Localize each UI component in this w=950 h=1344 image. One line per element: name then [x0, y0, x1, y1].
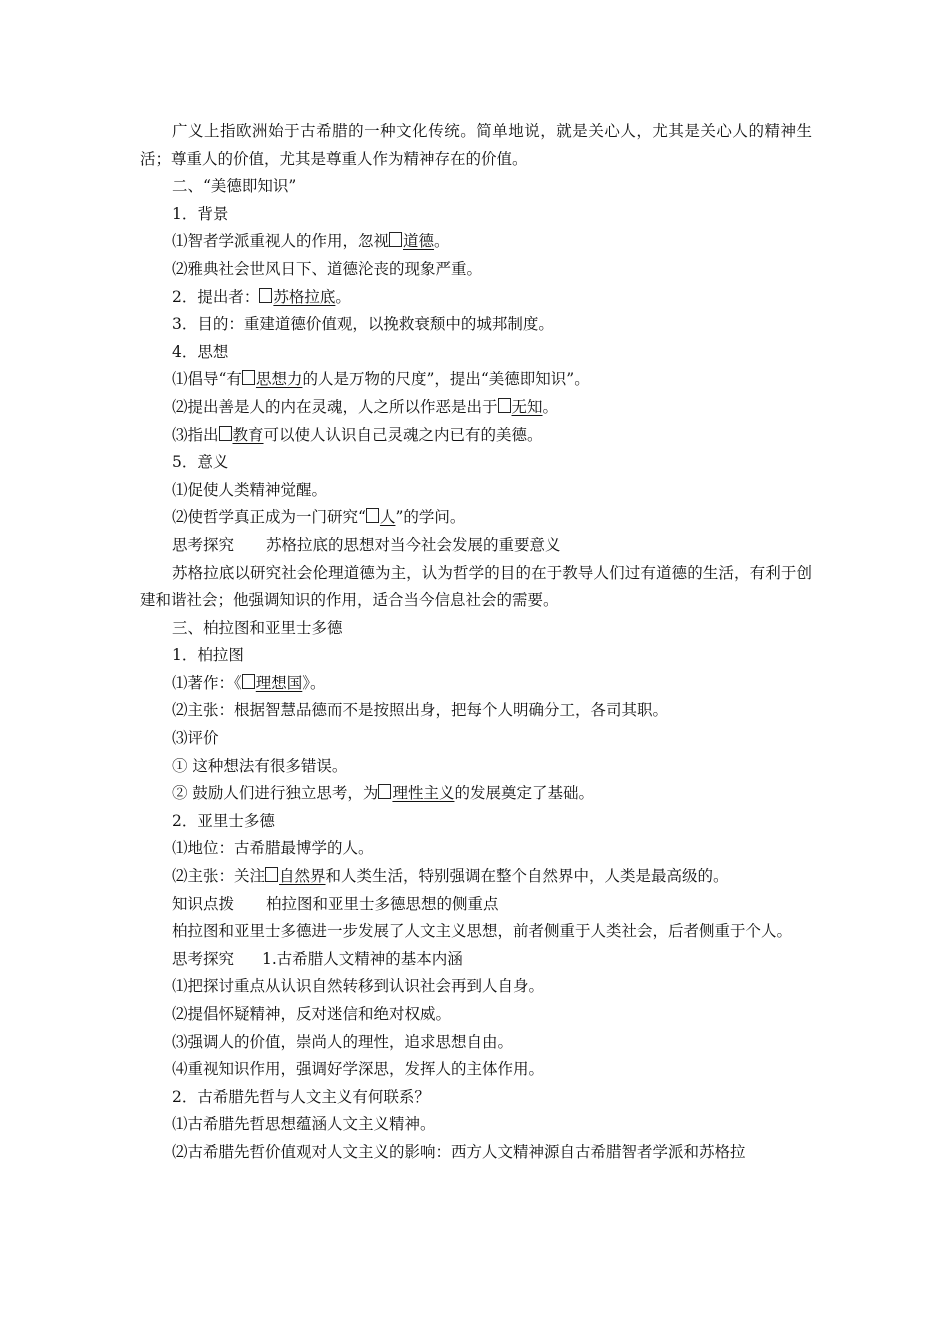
fill-blank-answer: 人: [366, 508, 396, 526]
think-explore-heading-2: 思考探究 1.古希腊人文精神的基本内涵: [172, 949, 463, 968]
thought-item-2: ⑵提出善是人的内在灵魂，人之所以作恶是出于 无知。: [172, 397, 559, 416]
blank-box-icon: [389, 232, 402, 247]
significance-item-2: ⑵使哲学真正成为一门研究“ 人”的学问。: [172, 508, 466, 527]
fill-blank-answer: 教育: [219, 426, 264, 444]
subheading-significance: 5．意义: [172, 453, 229, 472]
plato-evaluation-item-1: ① 这种想法有很多错误。: [172, 756, 348, 775]
blank-box-icon: [366, 508, 379, 523]
fill-blank-answer: 理想国: [242, 674, 303, 692]
section-heading-plato-aristotle: 三、柏拉图和亚里士多德: [172, 618, 343, 637]
humanism-definition-paragraph: 广义上指欧洲始于古希腊的一种文化传统。简单地说，就是关心人，尤其是关心人的精神生活；尊重人的价值，尤其是尊重人作为精神存在的价值。: [140, 122, 812, 168]
connotation-item-4: ⑷重视知识作用，强调好学深思，发挥人的主体作用。: [172, 1060, 545, 1079]
fill-blank-answer: 自然界: [265, 867, 326, 885]
aristotle-claim-line: ⑵主张：关注 自然界和人类生活，特别强调在整个自然界中，人类是最高级的。: [172, 867, 729, 886]
think-explore-paragraph-1: 苏格拉底以研究社会伦理道德为主，认为哲学的目的在于教导人们过有道德的生活，有利于创建和谐社会；他强调知识的作用，适合当今信息社会的需要。: [140, 563, 812, 610]
subheading-background: 1．背景: [172, 204, 229, 223]
significance-item-1: ⑴促使人类精神觉醒。: [172, 480, 328, 499]
fill-blank-answer: 苏格拉底: [259, 288, 335, 306]
connection-item-2: ⑵古希腊先哲价值观对人文主义的影响：西方人文精神源自古希腊智者学派和苏格拉: [172, 1142, 746, 1161]
plato-evaluation-item-2: ② 鼓励人们进行独立思考，为 理性主义的发展奠定了基础。: [172, 784, 594, 803]
blank-box-icon: [242, 370, 255, 385]
blank-box-icon: [242, 674, 255, 689]
subheading-plato: 1．柏拉图: [172, 646, 244, 665]
fill-blank-answer: 道德: [389, 232, 434, 250]
fill-blank-answer: 理性主义: [378, 784, 454, 802]
fill-blank-answer: 思想力: [242, 370, 303, 388]
question-heading-2: 2．古希腊先哲与人文主义有何联系？: [172, 1087, 430, 1106]
purpose-line: 3．目的：重建道德价值观，以挽救衰颓中的城邦制度。: [172, 315, 554, 334]
plato-evaluation-heading: ⑶评价: [172, 729, 219, 748]
blank-box-icon: [498, 398, 511, 413]
connotation-item-2: ⑵提倡怀疑精神，反对迷信和绝对权威。: [172, 1005, 452, 1023]
connotation-item-3: ⑶强调人的价值，崇尚人的理性，追求思想自由。: [172, 1032, 514, 1051]
subheading-thought: 4．思想: [172, 342, 229, 361]
background-item-2: ⑵雅典社会世风日下、道德沦丧的现象严重。: [172, 259, 483, 278]
plato-work-line: ⑴著作：《 理想国》。: [172, 673, 326, 692]
connotation-item-1: ⑴把探讨重点从认识自然转移到认识社会再到人自身。: [172, 977, 545, 996]
thought-item-3: ⑶指出 教育可以使人认识自己灵魂之内已有的美德。: [172, 425, 543, 444]
knowledge-tip-paragraph: 柏拉图和亚里士多德进一步发展了人文主义思想，前者侧重于人类社会，后者侧重于个人。: [172, 922, 793, 941]
aristotle-status-line: ⑴地位：古希腊最博学的人。: [172, 839, 374, 858]
blank-box-icon: [259, 288, 272, 303]
knowledge-tip-heading: 知识点拨 柏拉图和亚里士多德思想的侧重点: [172, 894, 499, 913]
proposer-line: 2．提出者： 苏格拉底。: [172, 287, 351, 306]
think-explore-heading-1: 思考探究 苏格拉底的思想对当今社会发展的重要意义: [172, 535, 561, 554]
subheading-aristotle: 2．亚里士多德: [172, 811, 275, 830]
thought-item-1: ⑴倡导“有 思想力的人是万物的尺度”，提出“美德即知识”。: [172, 370, 590, 389]
blank-box-icon: [219, 426, 232, 441]
background-item-1: ⑴智者学派重视人的作用，忽视 道德。: [172, 232, 450, 251]
section-heading-virtue: 二、“美德即知识”: [172, 177, 297, 196]
fill-blank-answer: 无知: [498, 398, 543, 416]
document-page: [140, 118, 812, 1167]
plato-claim-line: ⑵主张：根据智慧品德而不是按照出身，把每个人明确分工，各司其职。: [172, 701, 669, 720]
blank-box-icon: [265, 867, 278, 882]
blank-box-icon: [378, 784, 391, 799]
connection-item-1: ⑴古希腊先哲思想蕴涵人文主义精神。: [172, 1115, 436, 1134]
